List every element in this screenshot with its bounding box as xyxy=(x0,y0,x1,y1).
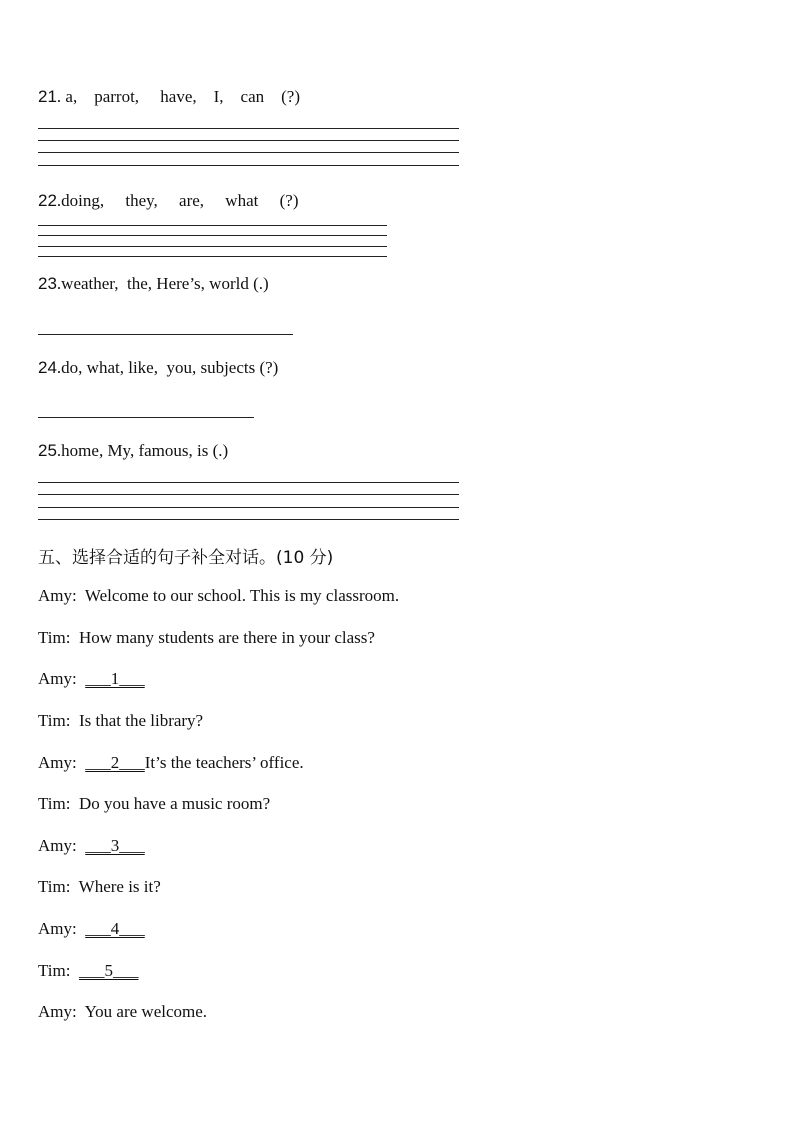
speaker: Amy: xyxy=(38,669,86,688)
answer-line[interactable] xyxy=(38,494,459,495)
question-number: 23 xyxy=(38,274,57,293)
question-number: 22 xyxy=(38,191,57,210)
dialogue-line xyxy=(38,961,138,981)
blank-5[interactable]: ___5___ xyxy=(78,961,139,980)
question-words: . a, parrot, have, I, can (?) xyxy=(56,87,301,106)
question-words: .doing, they, are, what (?) xyxy=(56,191,299,210)
dialogue-line: Amy: Welcome to our school. This is my classroom. xyxy=(38,586,400,605)
section-heading: 五、选择合适的句子补全对话。(10 分) xyxy=(38,548,334,568)
question-21 xyxy=(38,87,300,107)
blank-3[interactable]: ___3___ xyxy=(85,836,145,855)
question-words: .weather, the, Here’s, world (.) xyxy=(56,274,269,293)
answer-line[interactable] xyxy=(38,417,254,418)
answer-line[interactable] xyxy=(38,519,459,520)
speaker: Amy: xyxy=(38,919,86,938)
question-number: 25 xyxy=(38,441,57,460)
answer-line[interactable] xyxy=(38,507,459,508)
speaker: Amy: xyxy=(38,836,86,855)
dialogue-line xyxy=(38,669,145,689)
dialogue-line: Tim: Where is it? xyxy=(38,877,161,896)
dialogue-suffix: It’s the teachers’ office. xyxy=(144,753,304,772)
dialogue-line: Amy: You are welcome. xyxy=(38,1002,208,1021)
question-23 xyxy=(38,274,269,294)
dialogue-line: Tim: Do you have a music room? xyxy=(38,794,271,813)
question-25 xyxy=(38,441,228,461)
answer-line[interactable] xyxy=(38,256,387,257)
speaker: Amy: xyxy=(38,753,86,772)
question-words: .home, My, famous, is (.) xyxy=(56,441,229,460)
answer-line[interactable] xyxy=(38,235,387,236)
dialogue-line: Tim: How many students are there in your class? xyxy=(38,628,375,647)
question-words: .do, what, like, you, subjects (?) xyxy=(56,358,279,377)
question-24 xyxy=(38,358,278,378)
answer-line[interactable] xyxy=(38,482,459,483)
answer-line[interactable] xyxy=(38,334,293,335)
answer-line[interactable] xyxy=(38,225,387,226)
question-number: 24 xyxy=(38,358,57,377)
answer-line[interactable] xyxy=(38,128,459,129)
blank-4[interactable]: ___4___ xyxy=(85,919,145,938)
question-number: 21 xyxy=(38,87,57,106)
blank-1[interactable]: ___1___ xyxy=(85,669,145,688)
answer-line[interactable] xyxy=(38,140,459,141)
dialogue-line xyxy=(38,919,145,939)
answer-line[interactable] xyxy=(38,246,387,247)
question-22 xyxy=(38,191,298,211)
dialogue-line xyxy=(38,836,145,856)
answer-line[interactable] xyxy=(38,152,459,153)
dialogue-line: Tim: Is that the library? xyxy=(38,711,204,730)
blank-2[interactable]: ___2___ xyxy=(85,753,145,772)
dialogue-line xyxy=(38,753,304,773)
answer-line[interactable] xyxy=(38,165,459,166)
speaker: Tim: xyxy=(38,961,79,980)
